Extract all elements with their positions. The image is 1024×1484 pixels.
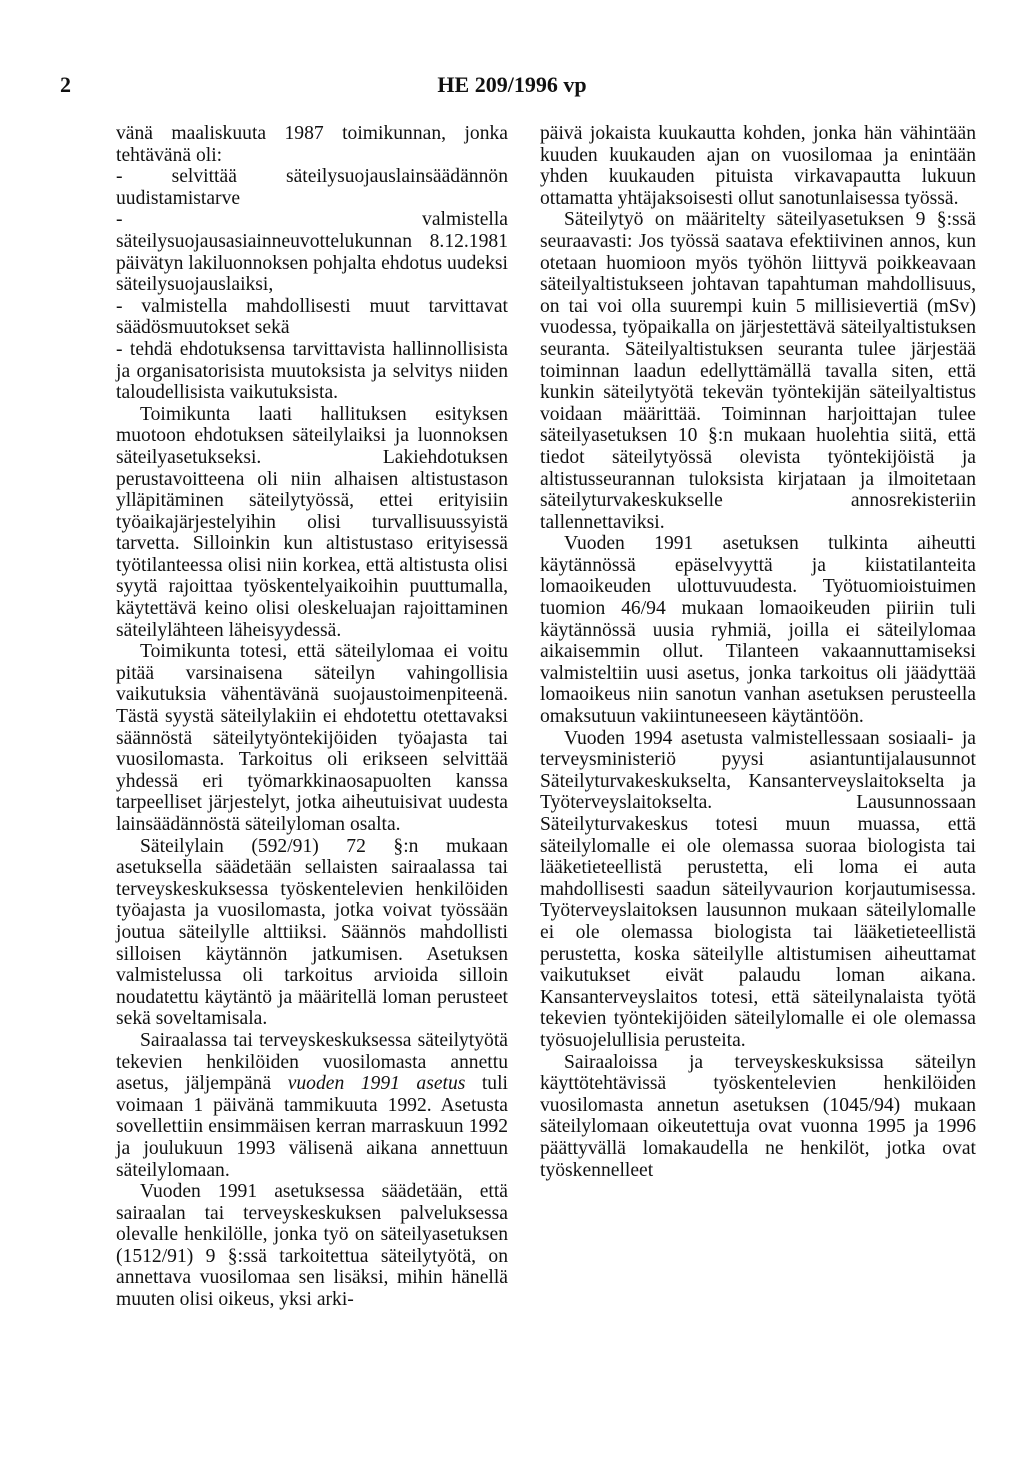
paragraph: Sairaaloissa ja terveyskeskuksissa säteilyn käyttötehtävissä työskentelevien henkilöiden vuosilomasta annetun asetuksen (1045/94) mukaan säteilylomaan oikeutettuja ovat vuonna 1995 ja 1996 päättyvällä lomakaudella ne henkilöt, jotka ovat työskennelleet <box>540 1051 976 1181</box>
list-item: - tehdä ehdotuksensa tarvittavista hallinnollisista ja organisatorisista muutoksista ja selvitys niiden taloudellisista vaikutuksista. <box>116 338 508 404</box>
paragraph: Toimikunta totesi, että säteilylomaa ei voitu pitää varsinaisena säteilyn vahingollisia vaikutuksia vähentävänä suojaustoimenpiteenä. Tästä syystä säteilylakiin ei ehdotettu otettavaksi säännöstä säteilytyöntekijöiden työajasta tai vuosilomasta. Tarkoitus oli erikseen selvittää yhdessä eri työmarkkinaosapuolten kanssa tarpeelliset järjestelyt, jotka aiheutuisivat uudesta lainsäädännöstä säteilyloman osalta. <box>116 641 508 835</box>
list-item: - valmistella mahdollisesti muut tarvittavat säädösmuutokset sekä <box>116 295 508 339</box>
text-run: Sairaalassa tai terveyskeskuksessa säteilytyötä tekevien henkilöiden vuosilomasta annettu asetus, jäljempänä <box>116 1029 508 1095</box>
emphasis: vuoden 1991 asetus <box>287 1073 466 1095</box>
paragraph: Säteilytyö on määritelty säteilyasetuksen 9 §:ssä seuraavasti: Jos työssä saatava efektiivinen annos, kun otetaan huomioon myös työhön liittyvä poikkeavaan säteilyaltistukseen johtavan tapahtuman mahdollisuus, on tai voi olla suurempi kuin 5 millisievertiä (mSv) vuodessa, työpaikalla on järjestettävä säteilyaltistuksen seuranta. Säteilyaltistuksen seuranta tulee järjestää toiminnan laadun edellyttämällä tavalla siten, että kunkin säteilytyötä tekevän työntekijän säteilyaltistus voidaan määrittää. Toiminnan harjoittajan tulee säteilyasetuksen 10 §:n mukaan huolehtia siitä, että tiedot säteilytyössä olevista työntekijöistä ja altistusseurannan tuloksista kirjataan ja ilmoitetaan säteilyturvakeskukselle annosrekisteriin tallennettaviksi. <box>540 209 976 533</box>
paragraph: Toimikunta laati hallituksen esityksen muotoon ehdotuksen säteilylaiksi ja luonnoksen säteilyasetukseksi. Lakiehdotuksen perustavoitteena oli niin alhaisen altistustason ylläpitäminen säteilytyössä, ettei erityisiin työaikajärjestelyihin olisi turvallisuussyistä tarvetta. Silloinkin kun altistustaso erityisessä työtilanteessa olisi niin korkea, että altistusta olisi syytä rajoittaa työskentelyaikoihin puuttumalla, käytettävä keino olisi oleskeluajan rajoittaminen säteilylähteen läheisyydessä. <box>116 403 508 641</box>
paragraph: Vuoden 1991 asetuksessa säädetään, että sairaalan tai terveyskeskuksen palveluksessa olevalle henkilölle, jonka työ on säteilyasetuksen (1512/91) 9 §:ssä tarkoitettua säteilytyötä, on annettava vuosilomaa sen lisäksi, mihin hänellä muuten olisi oikeus, yksi arki- <box>116 1181 508 1311</box>
left-column <box>116 123 508 1311</box>
paragraph: vänä maaliskuuta 1987 toimikunnan, jonka tehtävänä oli: <box>116 123 508 166</box>
paragraph: Säteilylain (592/91) 72 §:n mukaan asetuksella säädetään sellaisten sairaalassa tai terveyskeskuksessa työskentelevien henkilöiden työajasta ja vuosilomasta, jotka voivat työssään joutua säteilylle alttiiksi. Säännös mahdollisti silloisen käytännön jatkumisen. Asetuksen valmistelussa oli tarkoitus arvioida silloin noudatettu käytäntö ja määritellä loman perusteet sekä soveltamisala. <box>116 835 508 1030</box>
list-item: - valmistella säteilysuojausasiainneuvottelukunnan 8.12.1981 päivätyn lakiluonnoksen pohjalta ehdotus uudeksi säteilysuojauslaiksi, <box>116 209 508 296</box>
paragraph: päivä jokaista kuukautta kohden, jonka hän vähintään kuuden kuukauden ajan on vuosilomaa ja enintään yhden kuukauden pituista virkavapautta lukuun ottamatta yhtäjaksoisesti ollut sanotunlaisessa työssä. <box>540 123 976 209</box>
page-number: 2 <box>60 72 71 97</box>
paragraph: Vuoden 1994 asetusta valmistellessaan sosiaali- ja terveysministeriö pyysi asiantuntijalausunnot Säteilyturvakeskukselta, Kansanterveyslaitokselta ja Työterveyslaitokselta. Lausunnossaan Säteilyturvakeskus totesi muun muassa, että säteilylomalle ei ole olemassa suoraa biologista tai lääketieteellistä perustetta, eli loma ei auta mahdollisesti saadun säteilyvaurion korjautumisessa. Työterveyslaitoksen lausunnon mukaan säteilylomalle ei ole olemassa biologista tai lääketieteellistä perustetta, koska säteilylle altistumisen aiheuttamat vaikutukset eivät palaudu loman aikana. Kansanterveyslaitos totesi, että säteilynalaista työtä tekevien työntekijöiden säteilylomalle ei ole olemassa työsuojelullisia perusteita. <box>540 727 976 1051</box>
list-item: - selvittää säteilysuojauslainsäädännön uudistamistarve <box>116 166 508 209</box>
text-run: tuli voimaan 1 päivänä tammikuuta 1992. Asetusta sovellettiin ensimmäisen kerran marraskuun 1992 ja joulukuun 1993 välisenä aikana annettuun säteilylomaan. <box>116 1073 508 1181</box>
right-column <box>540 123 976 1181</box>
running-header: HE 209/1996 vp <box>437 72 587 97</box>
paragraph: Vuoden 1991 asetuksen tulkinta aiheutti käytännössä epäselvyyttä ja kiistatilanteita lomaoikeuden ulottuvuudesta. Työtuomioistuimen tuomion 46/94 mukaan lomaoikeuden piiriin tuli käytännössä uusia ryhmiä, joilla ei säteilylomaa aikaisemmin ollut. Tilanteen vakaannuttamiseksi valmisteltiin uusi asetus, jonka tarkoitus oli jäädyttää lomaoikeus niin sanotun vanhan asetuksen perusteella omaksutuun vakiintuneeseen käytäntöön. <box>540 533 976 728</box>
paragraph <box>116 1030 508 1181</box>
